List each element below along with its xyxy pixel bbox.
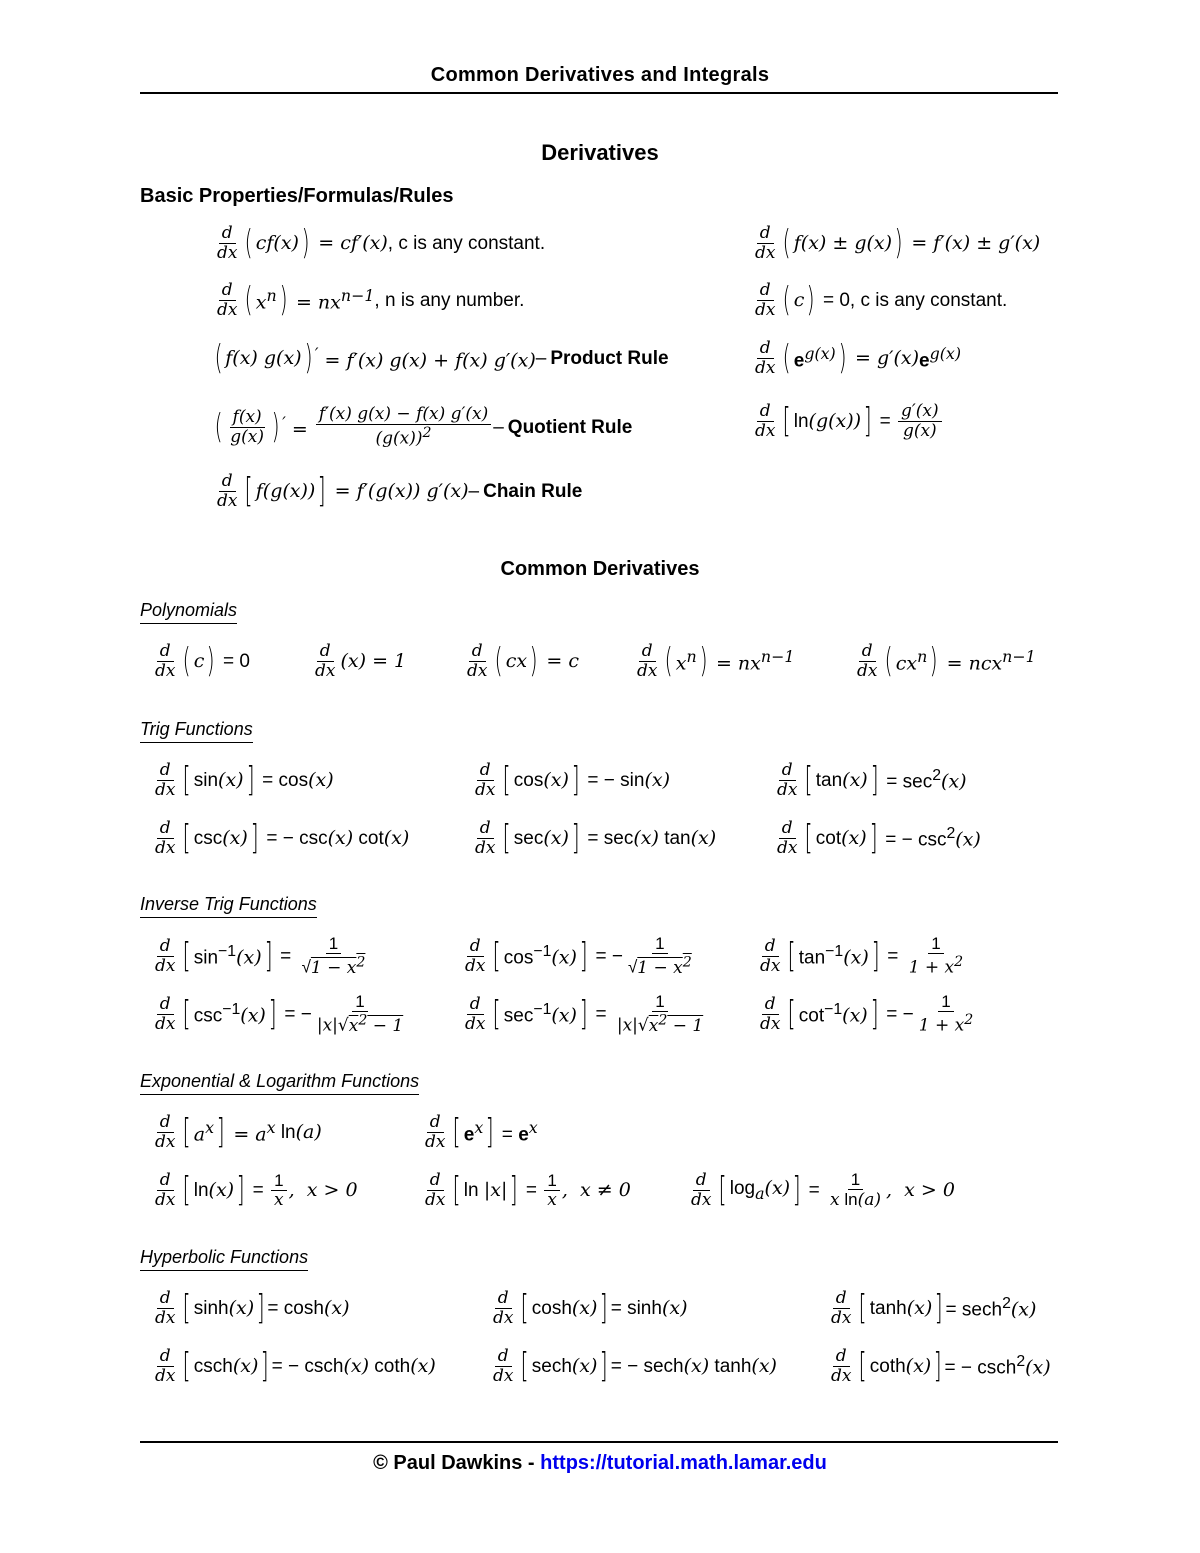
exp-ex: d dx [ $e^x$ ] = $e^x$ [425, 1111, 538, 1152]
rule-log-composite: d dx [ ln(g(x)) ] = $\frac{g'(x)}{g(x)}$ [750, 392, 944, 450]
category-exp-log: Exponential & Logarithm Functions [140, 1071, 419, 1095]
document-header-title: Common Derivatives and Integrals [430, 64, 770, 86]
rule-quotient: ( f(x) g(x) ) ′ = $\frac{f'(x) g(x) - f(x) g'(x)}{(g(x))^2}$ – Quotient Rule [214, 404, 633, 449]
footer-link[interactable]: https://tutorial.math.lamar.edu [540, 1452, 827, 1474]
rule-constant-multiple: d dx ( cf(x) ) = cf′(x) , c is any constant. [217, 222, 546, 263]
invtrig-arccsc: d dx [ $\csc^{-1}(x)$ ] = − $\frac{1}{|x|√x^2 - 1}$ [155, 992, 404, 1036]
hyp-sinh: d dx [ sinh(x) ] = cosh(x) [155, 1287, 350, 1328]
invtrig-arccot: d dx [ $\cot^{-1}(x)$ ] = − $\frac{1}{1 + x^2}$ [760, 992, 974, 1036]
poly-constant: d dx ( c ) = 0 [155, 640, 250, 681]
trig-tan: d dx [ tan(x) ] = $\sec^2(x)$ [777, 759, 967, 800]
log-ln-abs: d dx [ ln |x| ] = $\frac{1}{x}$ , x ≠ 0 [425, 1169, 631, 1210]
footer [0, 1452, 1200, 1475]
common-derivatives-title: Common Derivatives [500, 558, 700, 580]
rule-product: ( f(x) g(x) ) ′ = f′(x) g(x) + f(x) g′(x) – Product Rule [214, 337, 669, 378]
poly-xn: d dx ( $x^n$ ) = $nx^{n-1}$ [637, 640, 795, 681]
rule-constant: d dx ( c ) = 0 , c is any constant. [755, 279, 1008, 320]
rule-power: d dx ( $x^n$ ) = $nx^{n-1}$ , n is any number. [217, 279, 525, 320]
hyp-sech: d dx [ sech(x) ] = − sech(x) tanh(x) [493, 1345, 777, 1386]
hyp-tanh: d dx [ tanh(x) ] = sech$^2$(x) [831, 1287, 1037, 1328]
trig-cot: d dx [ cot(x) ] = − $\csc^2(x)$ [777, 817, 981, 858]
invtrig-arcsec: d dx [ $\sec^{-1}(x)$ ] = $\frac{1}{|x|√x^2 - 1}$ [465, 992, 704, 1036]
footer-rule [140, 1441, 1058, 1443]
category-trig: Trig Functions [140, 719, 253, 743]
invtrig-arcsin: d dx [ $\sin^{-1}(x)$ ] = $\frac{1}{√1 - x^2}$ [155, 934, 366, 978]
category-hyperbolic: Hyperbolic Functions [140, 1247, 308, 1271]
hyp-cosh: d dx [ cosh(x) ] = sinh(x) [493, 1287, 688, 1328]
invtrig-arctan: d dx [ $\tan^{-1}(x)$ ] = $\frac{1}{1 + x^2}$ [760, 934, 964, 978]
rule-exp-composite: d dx ( $e^{g(x)}$ ) = g′(x) $e^{g(x)}$ [755, 337, 962, 378]
basic-rules-title: Basic Properties/Formulas/Rules [140, 185, 454, 207]
trig-sec: d dx [ sec(x) ] = sec(x) tan(x) [475, 817, 717, 858]
trig-csc: d dx [ csc(x) ] = − csc(x) cot(x) [155, 817, 410, 858]
trig-cos: d dx [ cos(x) ] = − sin(x) [475, 759, 671, 800]
poly-x: d dx (x) = 1 [315, 640, 407, 681]
header-rule [140, 92, 1058, 94]
log-ln: d dx [ ln(x) ] = $\frac{1}{x}$ , x > 0 [155, 1169, 358, 1210]
rule-sum-difference: d dx ( f(x) ± g(x) ) = f′(x) ± g′(x) [755, 222, 1041, 263]
invtrig-arccos: d dx [ $\cos^{-1}(x)$ ] = − $\frac{1}{√1 - x^2}$ [465, 934, 692, 978]
log-base-a: d dx [ $\log_a(x)$ ] = $\frac{1}{\text{x ln(a)}}$ , x > 0 [691, 1169, 955, 1210]
hyp-csch: d dx [ csch(x) ] = − csch(x) coth(x) [155, 1345, 436, 1386]
exp-ax: d dx [ $a^x$ ] = $a^x$ ln(a) [155, 1111, 322, 1152]
category-inverse-trig: Inverse Trig Functions [140, 894, 317, 918]
poly-cxn: d dx ( $cx^n$ ) = ncx$^{n-1}$ [857, 640, 1036, 681]
poly-cx: d dx ( cx ) = c [467, 640, 580, 681]
trig-sin: d dx [ sin(x) ] = cos(x) [155, 759, 334, 800]
hyp-coth: d dx [ coth(x) ] = − csch$^2$(x) [831, 1345, 1051, 1386]
rule-chain: d dx [ f(g(x)) ] = f′(g(x)) g′(x) – Chain Rule [217, 470, 583, 511]
category-polynomials: Polynomials [140, 600, 237, 624]
footer-copyright: © Paul Dawkins - [373, 1452, 541, 1474]
derivatives-title: Derivatives [541, 140, 659, 165]
